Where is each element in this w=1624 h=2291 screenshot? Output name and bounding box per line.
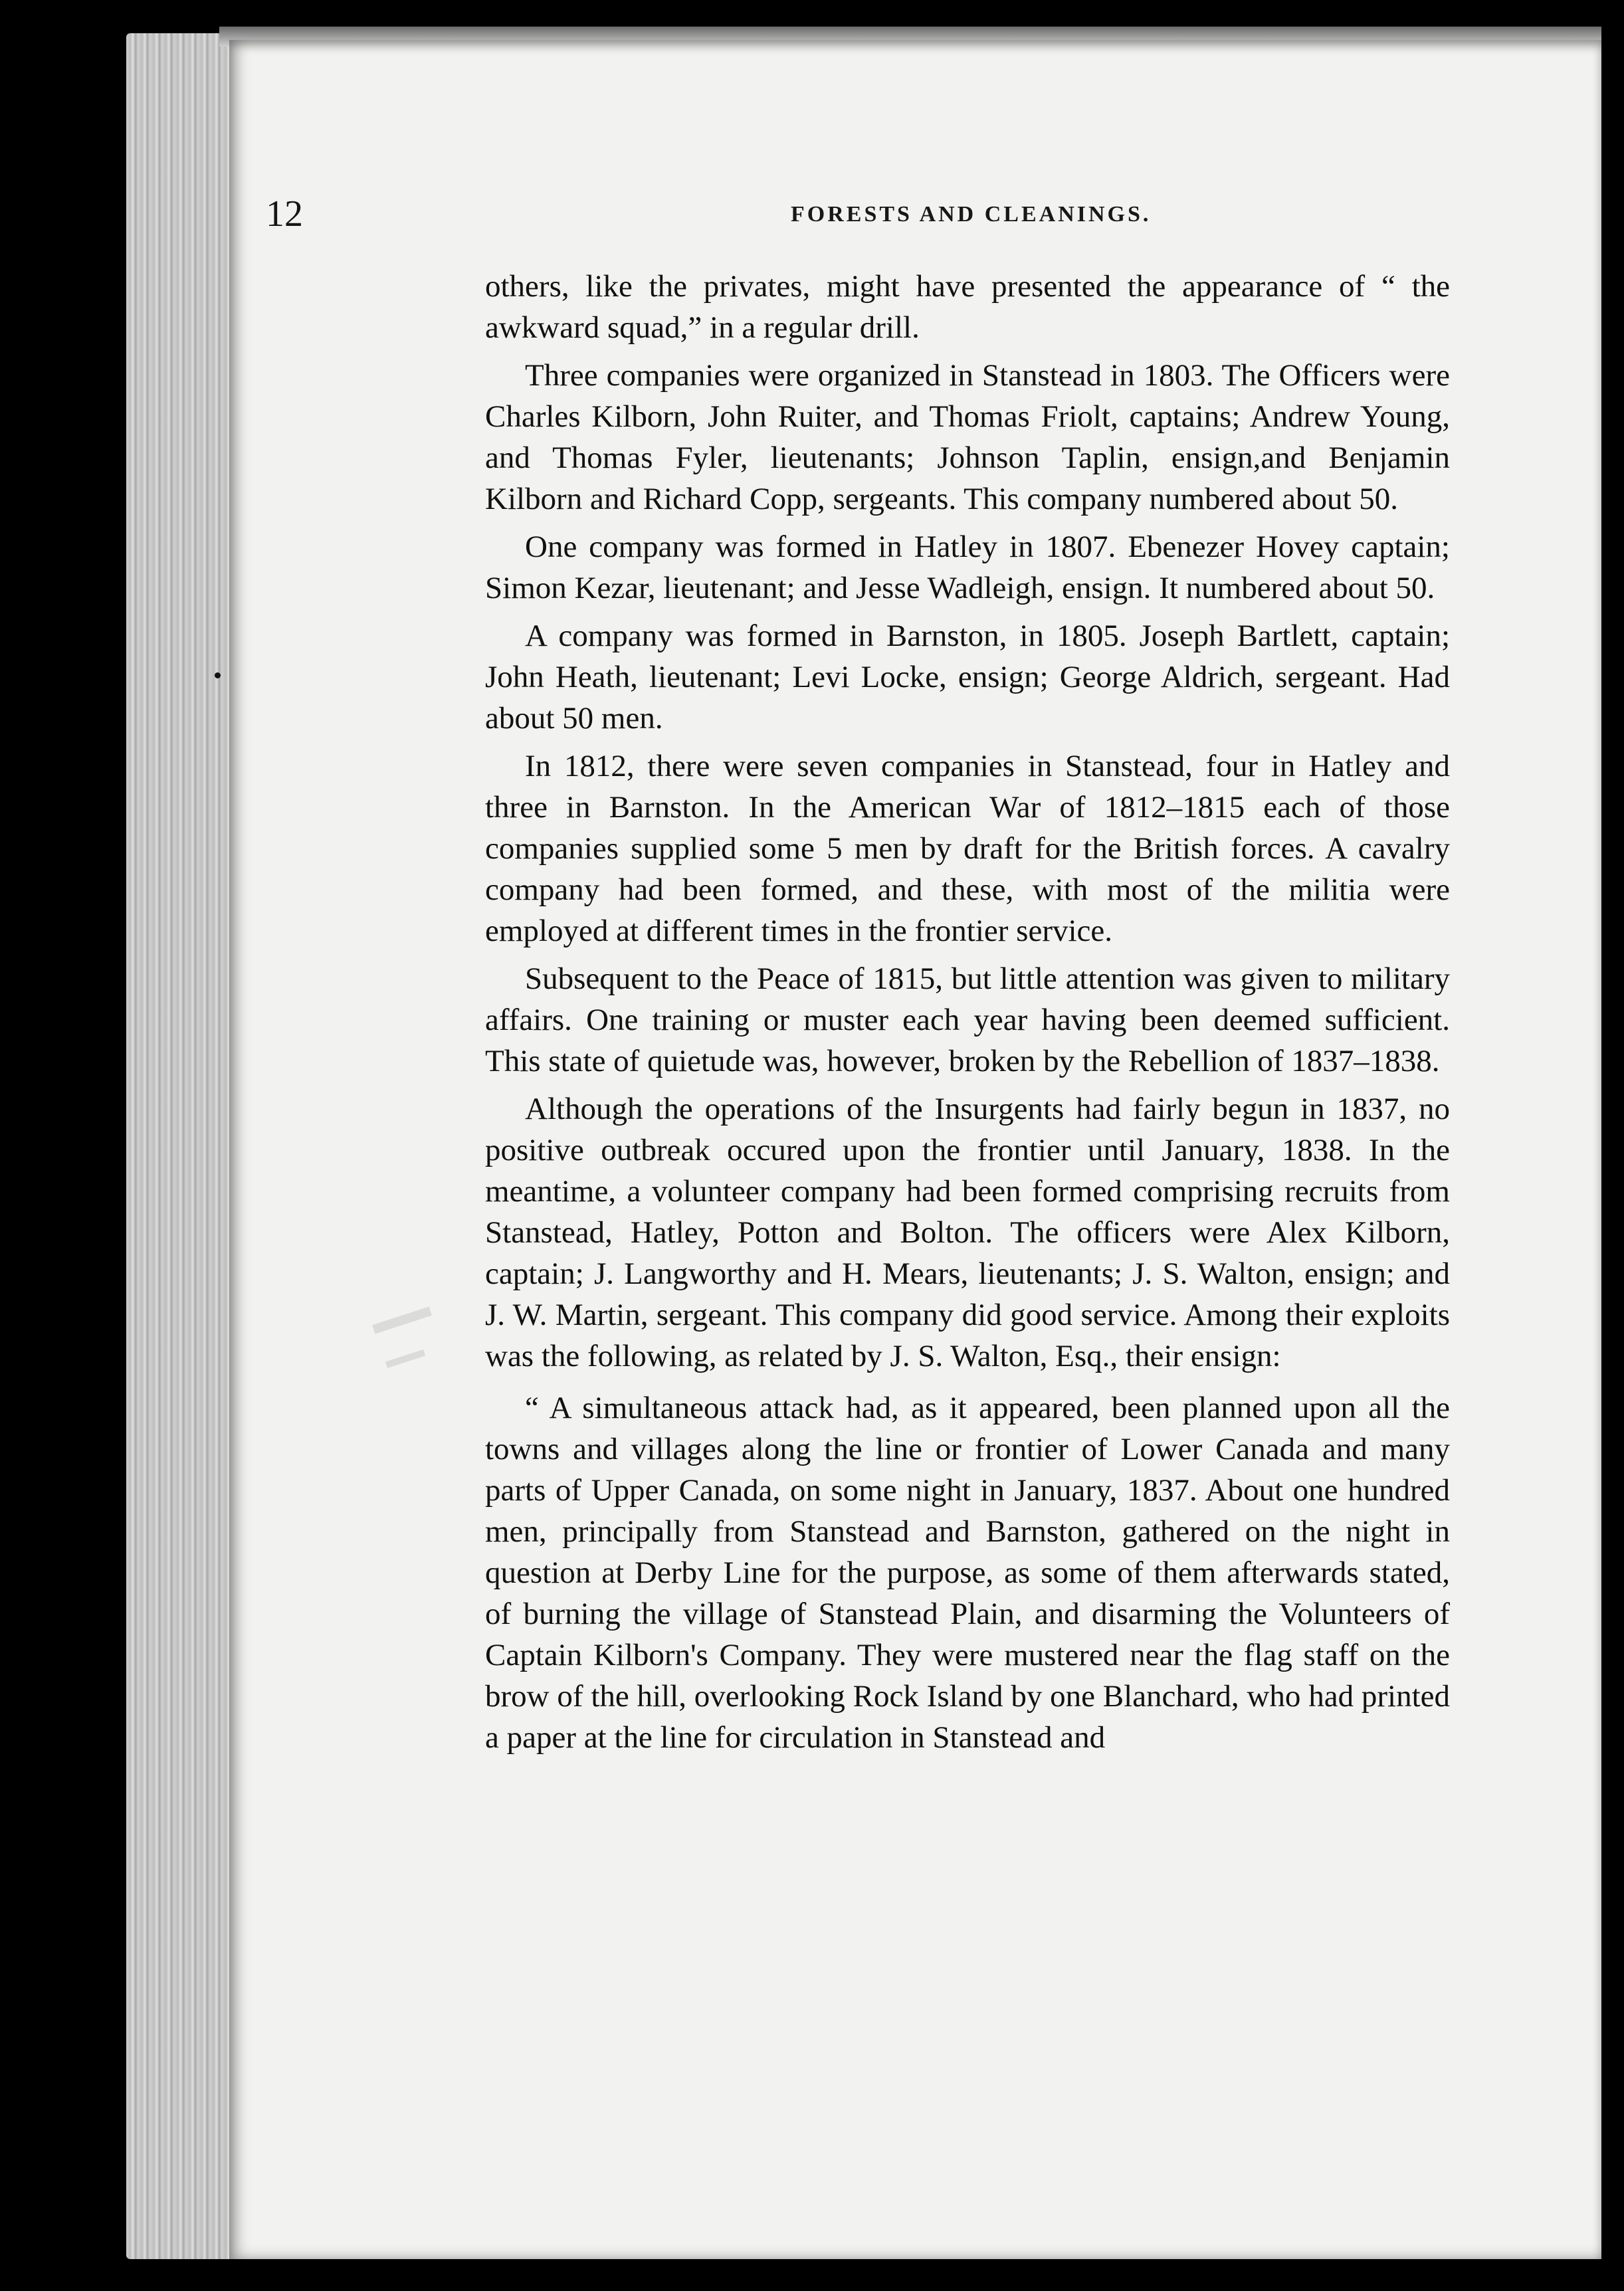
paragraph: Subsequent to the Peace of 1815, but little attention was given to military affairs. One training or muster each year having been deemed sufficient. This state of quietude was, however, broken by the Rebellion of 1837–1838.	[485, 961, 1450, 1078]
paragraph: Three companies were organized in Stanstead in 1803. The Officers were Charles Kilborn, John Ruiter, and Thomas Friolt, captains; Andrew Young, and Thomas Fyler, lieutenants; Johnson Taplin, ensign,and Benjamin Kilborn and Richard Copp, sergeants. This company numbered about 50.	[485, 358, 1450, 516]
running-head: FORESTS AND CLEANINGS.	[791, 202, 1152, 227]
ink-speck	[215, 672, 221, 678]
paragraph: A company was formed in Barnston, in 1805. Joseph Bartlett, captain; John Heath, lieutenant; Levi Locke, ensign; George Aldrich, sergeant. Had about 50 men.	[485, 619, 1450, 736]
body-text	[485, 266, 1450, 1765]
paragraph: In 1812, there were seven companies in Stanstead, four in Hatley and three in Barnston. In the American War of 1812–1815 each of those companies supplied some 5 men by draft for the British forces. A cavalry company had been formed, and these, with most of the militia were employed at different times in the frontier service.	[485, 749, 1450, 948]
page-number: 12	[266, 193, 303, 235]
paragraph: others, like the privates, might have presented the appearance of “ the awkward squad,” in a regular drill.	[485, 269, 1450, 345]
quoted-paragraph: “ A simultaneous attack had, as it appeared, been planned upon all the towns and villages along the line or frontier of Lower Canada and many parts of Upper Canada, on some night in January, 1837. About one hundred men, principally from Stanstead and Barnston, gathered on the night in question at Derby Line for the purpose, as some of them afterwards stated, of burning the village of Stanstead Plain, and disarming the Volunteers of Captain Kilborn's Company. They were mustered near the flag staff on the brow of the hill, overlooking Rock Island by one Blanchard, who had printed a paper at the line for circulation in Stanstead and	[485, 1391, 1450, 1755]
page-header	[266, 193, 1462, 246]
paragraph: Although the operations of the Insurgents had fairly begun in 1837, no positive outbreak occured upon the frontier until January, 1838. In the meantime, a volunteer company had been formed comprising recruits from Stanstead, Hatley, Potton and Bolton. The officers were Alex Kilborn, captain; J. Langworthy and H. Mears, lieutenants; J. S. Walton, ensign; and J. W. Martin, sergeant. This company did good service. Among their exploits was the following, as related by J. S. Walton, Esq., their ensign:	[485, 1092, 1450, 1373]
paragraph: One company was formed in Hatley in 1807. Ebenezer Hovey captain; Simon Kezar, lieutenant; and Jesse Wadleigh, ensign. It numbered about 50.	[485, 530, 1450, 605]
